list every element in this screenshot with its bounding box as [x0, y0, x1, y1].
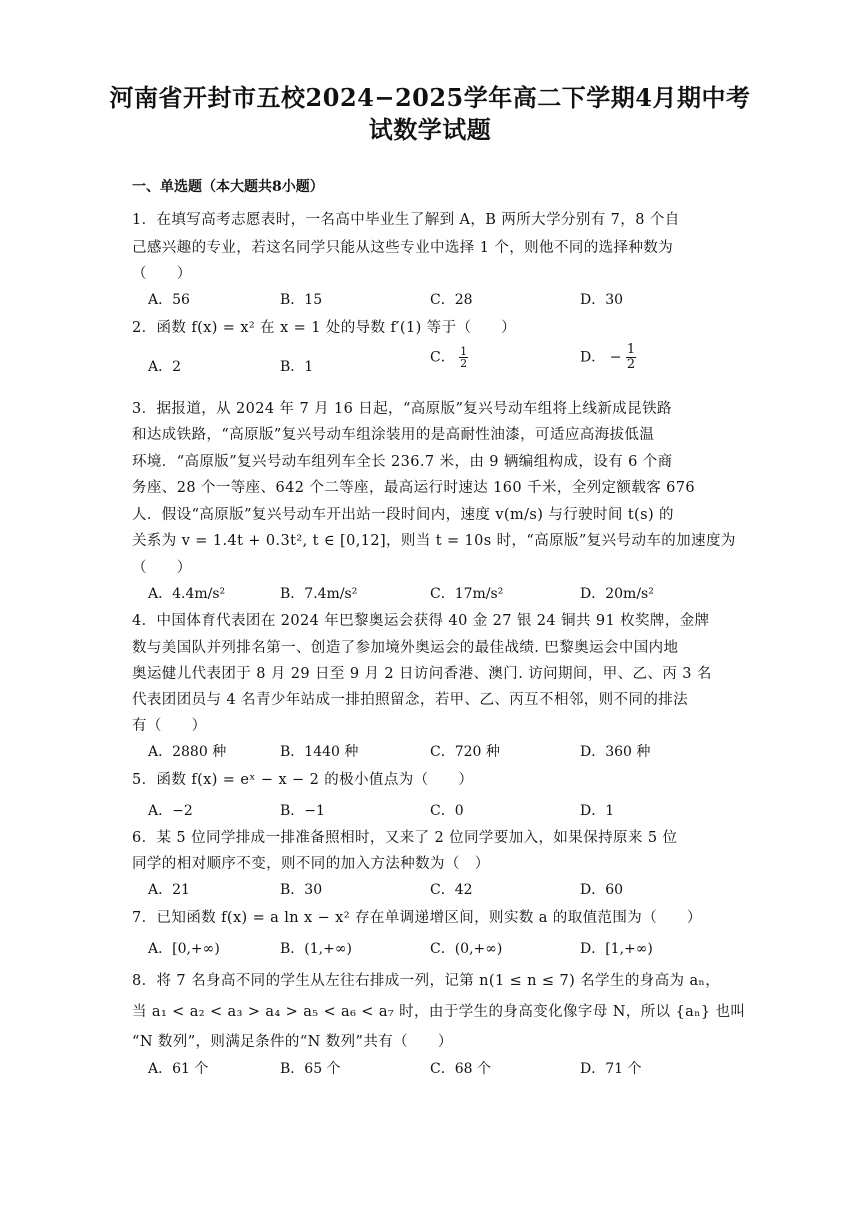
- question-7-option-c: C．(0,+∞): [430, 941, 503, 957]
- fraction-one-half: [459, 346, 468, 369]
- fraction-denominator: 2: [626, 357, 636, 372]
- question-5-option-d: D．1: [580, 803, 615, 819]
- section-heading: 一、单选题（本大题共8小题）: [132, 179, 324, 195]
- question-1-option-d: D．30: [580, 292, 624, 308]
- question-1-option-a: A．56: [148, 292, 190, 308]
- question-4-option-a: A．2880 种: [148, 744, 227, 760]
- question-2-option-d: [580, 343, 636, 372]
- fraction-numerator: 1: [460, 345, 468, 358]
- question-4-line: 奥运健儿代表团于 8 月 29 日至 9 月 2 日访问香港、澳门. 访问期间，甲、乙、丙 3 名: [132, 666, 712, 682]
- question-4-option-d: D．360 种: [580, 744, 651, 760]
- question-3-line: 和达成铁路，“高原版”复兴号动车组涂装用的是高耐性油漆，可适应高海拔低温: [132, 427, 655, 443]
- question-1-option-b: B．15: [280, 292, 323, 308]
- question-8-option-b: B．65 个: [280, 1061, 341, 1077]
- question-8-option-c: C．68 个: [430, 1061, 491, 1077]
- question-7-option-a: A．[0,+∞): [148, 941, 220, 957]
- fraction-denominator: 2: [460, 357, 468, 370]
- question-3-line: 3．据报道，从 2024 年 7 月 16 日起，“高原版”复兴号动车组将上线新成昆铁路: [132, 401, 672, 417]
- question-2-text: 2．函数 f(x) = x² 在 x = 1 处的导数 f′(1) 等于（ ）: [132, 320, 517, 336]
- question-4-line: 有（ ）: [132, 718, 207, 734]
- question-1-line: 1．在填写高考志愿表时，一名高中毕业生了解到 A，B 两所大学分别有 7，8 个自: [132, 212, 680, 228]
- question-4-option-c: C．720 种: [430, 744, 500, 760]
- question-8-line: “N 数列”，则满足条件的“N 数列”共有（ ）: [132, 1034, 453, 1050]
- question-2-option-d-label: D．: [580, 349, 606, 366]
- question-3-line: 人．假设“高原版”复兴号动车开出站一段时间内，速度 v(m/s) 与行驶时间 t(s) 的: [132, 507, 674, 523]
- question-2-option-a: A．2: [148, 359, 182, 375]
- question-5-option-c: C．0: [430, 803, 464, 819]
- question-3-option-b: B．7.4m/s²: [280, 586, 358, 602]
- question-8-option-d: D．71 个: [580, 1061, 642, 1077]
- question-2-option-b: B．1: [280, 359, 314, 375]
- question-8-line: 当 a₁ < a₂ < a₃ > a₄ > a₅ < a₆ < a₇ 时，由于学生的身高变化像字母 N，所以 {aₙ} 也叫: [132, 1004, 746, 1020]
- question-8-line: 8．将 7 名身高不同的学生从左往右排成一列，记第 n(1 ≤ n ≤ 7) 名学生的身高为 aₙ，: [132, 973, 721, 989]
- question-1-line: （ ）: [132, 266, 192, 282]
- question-7-text: 7．已知函数 f(x) = a ln x − x² 存在单调递增区间，则实数 a 的取值范围为（ ）: [132, 910, 702, 926]
- question-1-option-c: C．28: [430, 292, 473, 308]
- question-6-option-b: B．30: [280, 882, 323, 898]
- question-5-option-a: A．−2: [148, 803, 193, 819]
- question-4-option-b: B．1440 种: [280, 744, 359, 760]
- question-3-line: 务座、28 个一等座、642 个二等座，最高运行时速达 160 千米，全列定额载客 676: [132, 480, 696, 496]
- question-4-line: 4．中国体育代表团在 2024 年巴黎奥运会获得 40 金 27 银 24 铜共 91 枚奖牌，金牌: [132, 613, 710, 629]
- question-6-option-a: A．21: [148, 882, 190, 898]
- question-6-line: 6．某 5 位同学排成一排准备照相时，又来了 2 位同学要加入，如果保持原来 5 位: [132, 830, 678, 846]
- question-4-line: 代表团团员与 4 名青少年站成一排拍照留念，若甲、乙、丙互不相邻，则不同的排法: [132, 692, 689, 708]
- question-3-option-d: D．20m/s²: [580, 586, 654, 602]
- question-2-option-c: [430, 346, 468, 369]
- question-6-option-d: D．60: [580, 882, 624, 898]
- question-3-line: 环境．“高原版”复兴号动车组列车全长 236.7 米，由 9 辆编组构成，设有 6 个商: [132, 454, 673, 470]
- question-5-text: 5．函数 f(x) = eˣ − x − 2 的极小值点为（ ）: [132, 772, 474, 788]
- question-4-line: 数与美国队并列排名第一、创造了参加境外奥运会的最佳战绩. 巴黎奥运会中国内地: [132, 640, 679, 656]
- question-3-line: （ ）: [132, 560, 192, 576]
- question-6-option-c: C．42: [430, 882, 473, 898]
- question-6-line: 同学的相对顺序不变，则不同的加入方法种数为（ ）: [132, 856, 490, 872]
- question-3-line: 关系为 v = 1.4t + 0.3t², t ∈ [0,12]，则当 t = 10s 时，“高原版”复兴号动车的加速度为: [132, 533, 736, 549]
- question-7-option-b: B．(1,+∞): [280, 941, 352, 957]
- page-title: 河南省开封市五校2024−2025学年高二下学期4月期中考: [109, 83, 751, 112]
- question-1-line: 己感兴趣的专业，若这名同学只能从这些专业中选择 1 个，则他不同的选择种数为: [132, 240, 674, 256]
- question-7-option-d: D．[1,+∞): [580, 941, 653, 957]
- question-2-option-c-label: C．: [430, 349, 455, 366]
- minus-sign: −: [609, 349, 622, 366]
- question-3-option-c: C．17m/s²: [430, 586, 504, 602]
- question-8-option-a: A．61 个: [148, 1061, 209, 1077]
- fraction-one-half: [626, 343, 636, 372]
- question-5-option-b: B．−1: [280, 803, 325, 819]
- question-3-option-a: A．4.4m/s²: [148, 586, 226, 602]
- fraction-numerator: 1: [626, 342, 636, 357]
- page-title-continued: 试数学试题: [368, 115, 492, 144]
